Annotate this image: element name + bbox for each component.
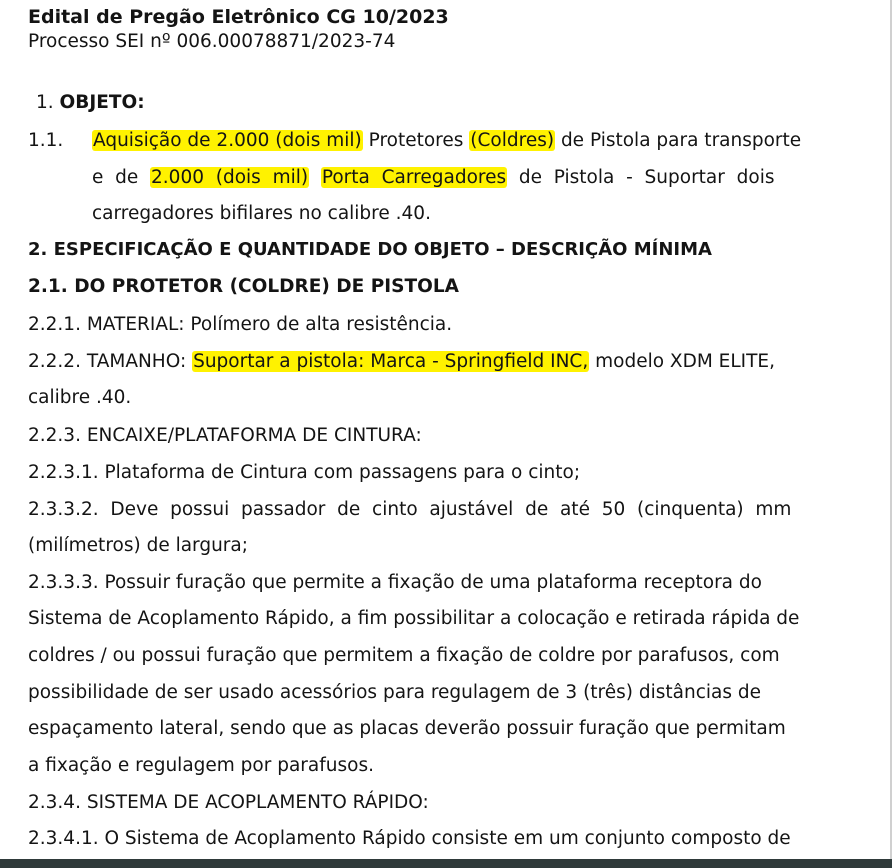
section-1-title: OBJETO:	[59, 92, 145, 113]
furacao-line-1: 2.3.3.3. Possuir furação que permite a fixação de uma plataforma receptora do	[28, 572, 762, 593]
plataforma-line: 2.2.3.1. Plataforma de Cintura com passagens para o cinto;	[28, 462, 581, 483]
item-1-1-number: 1.1.	[28, 130, 64, 151]
encaixe-line: 2.2.3. ENCAIXE/PLATAFORMA DE CINTURA:	[28, 425, 422, 446]
bottom-bar	[0, 859, 892, 868]
furacao-line-2: Sistema de Acoplamento Rápido, a fim possibilitar a colocação e retirada rápida de	[28, 608, 800, 629]
text-segment: modelo XDM ELITE,	[589, 351, 776, 372]
tamanho-line-2: calibre .40.	[28, 387, 132, 408]
highlight-acquisition: Aquisição de 2.000 (dois mil)	[93, 130, 362, 151]
furacao-line-5: espaçamento lateral, sendo que as placas deverão possuir furação que permitam	[28, 718, 786, 739]
furacao-line-6: a fixação e regulagem por parafusos.	[28, 755, 374, 776]
section-2-1-title: 2.1. DO PROTETOR (COLDRE) DE PISTOLA	[28, 276, 459, 297]
highlight-coldres: (Coldres)	[470, 130, 555, 151]
passador-line-1: 2.3.3.2. Deve possui passador de cinto ajustável de até 50 (cinquenta) mm	[28, 499, 792, 520]
furacao-line-4: possibilidade de ser usado acessórios para regulagem de 3 (três) distâncias de	[28, 682, 761, 703]
text-segment: 2.2.2. TAMANHO:	[28, 351, 193, 372]
sistema-heading: 2.3.4. SISTEMA DE ACOPLAMENTO RÁPIDO:	[28, 792, 429, 813]
item-1-1-line-2	[92, 165, 774, 191]
highlight-springfield: Suportar a pistola: Marca - Springfield INC,	[193, 351, 589, 372]
text-segment: e de	[92, 167, 151, 188]
highlight-quantity: 2.000 (dois mil)	[151, 167, 309, 188]
sistema-line-1: 2.3.4.1. O Sistema de Acoplamento Rápido consiste em um conjunto composto de	[28, 828, 791, 849]
text-segment	[309, 167, 321, 188]
passador-line-2: (milímetros) de largura;	[28, 535, 248, 556]
section-1-number: 1.	[36, 92, 54, 113]
highlight-porta-carregadores: Porta Carregadores	[321, 167, 507, 188]
tamanho-line	[28, 349, 775, 375]
section-1-heading	[36, 90, 145, 116]
text-segment: Protetores	[362, 130, 470, 151]
item-1-1-line-3: carregadores bifilares no calibre .40.	[92, 203, 431, 224]
text-segment: de Pistola - Suportar dois	[507, 167, 775, 188]
section-2-title: 2. ESPECIFICAÇÃO E QUANTIDADE DO OBJETO – DESCRIÇÃO MÍNIMA	[28, 239, 712, 260]
furacao-line-3: coldres / ou possui furação que permitem a fixação de coldre por parafusos, com	[28, 645, 780, 666]
document-title: Edital de Pregão Eletrônico CG 10/2023	[28, 6, 449, 28]
text-segment: de Pistola para transporte	[555, 130, 802, 151]
material-line: 2.2.1. MATERIAL: Polímero de alta resistência.	[28, 314, 453, 335]
process-number: Processo SEI nº 006.00078871/2023-74	[28, 31, 396, 52]
item-1-1-line-1	[92, 128, 801, 154]
